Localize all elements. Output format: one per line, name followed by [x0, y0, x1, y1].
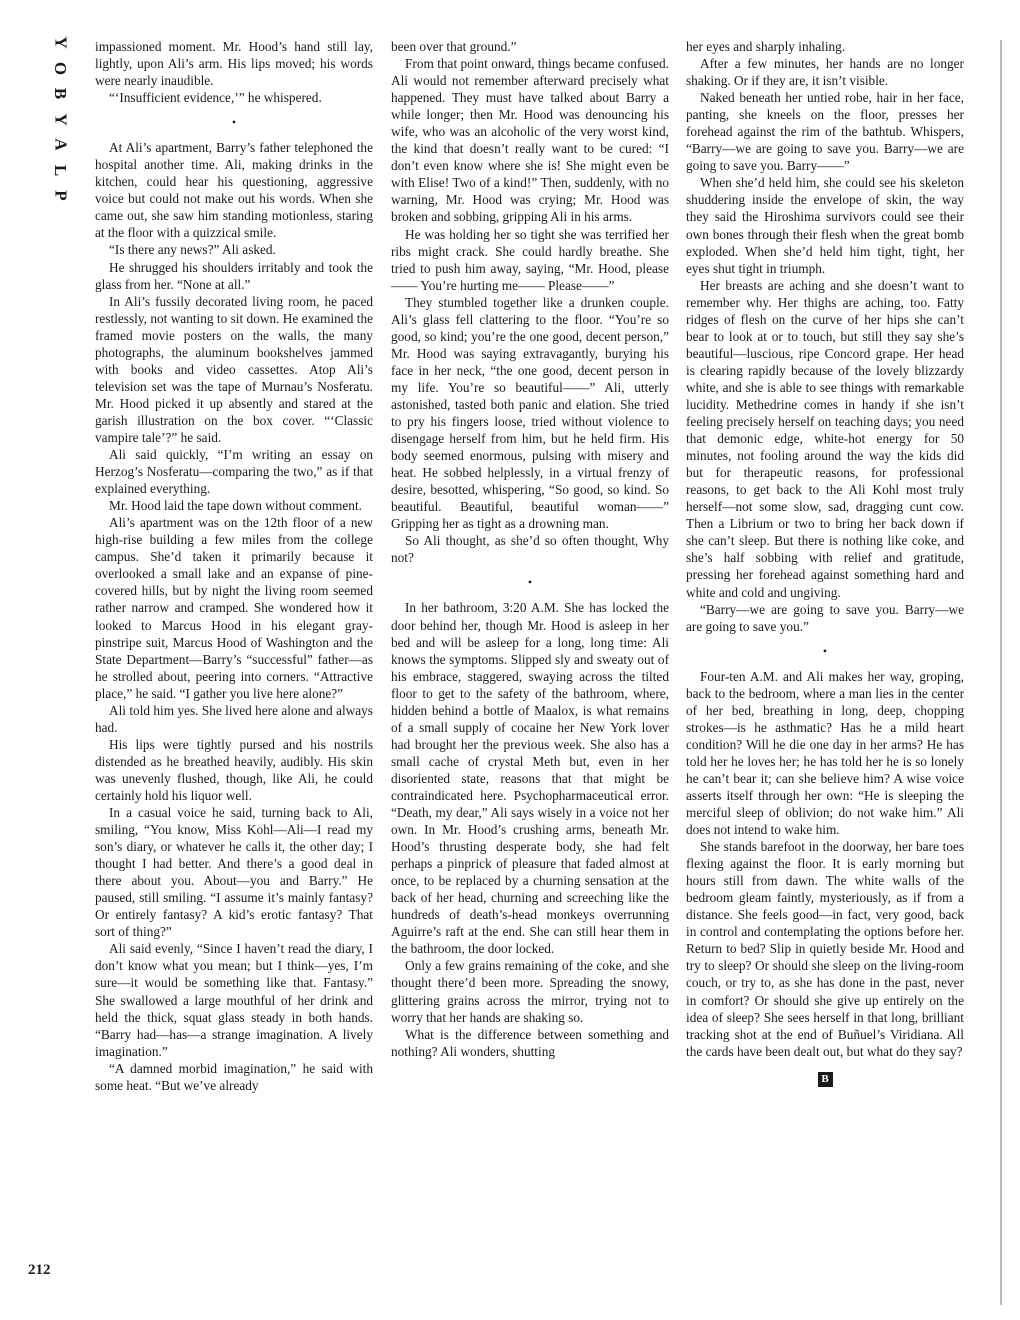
paragraph: At Ali’s apartment, Barry’s father telephoned the hospital another time. Ali, making drinks in the kitchen, could hear his questioning, aggressive voice but could not make out his words. When she came out, she saw him standing motionless, staring at the floor with a quizzical smile. — [95, 140, 373, 241]
paragraph: They stumbled together like a drunken couple. Ali’s glass fell clattering to the floor. “You’re so good, so kind; you’re the one good, decent person,” Mr. Hood was saying extravagantly, burying his face in her neck, “the one good, decent person in my life. You’re so beautiful——” Ali, utterly astonished, tasted both panic and elation. She tried to pry his fingers loose, tried without violence to disengage herself from him, but he held firm. His body seemed enormous, pulsing with misery and heat. He sobbed helplessly, in a virtual frenzy of desire, besotted, whispering, “So good, so kind. So beautiful. Beautiful, beautiful woman——” Gripping her as tight as a drowning man. — [391, 294, 669, 532]
paragraph: impassioned moment. Mr. Hood’s hand still lay, lightly, upon Ali’s arm. His lips moved; his words were nearly inaudible. — [95, 39, 373, 89]
text-column-3 — [686, 38, 964, 1095]
paragraph: Ali told him yes. She lived here alone and always had. — [95, 702, 373, 735]
paragraph: He shrugged his shoulders irritably and took the glass from her. “None at all.” — [95, 259, 373, 292]
page-number: 212 — [28, 1262, 51, 1278]
paragraph: her eyes and sharply inhaling. — [686, 39, 846, 54]
paragraph: When she’d held him, she could see his skeleton shuddering inside the envelope of skin, the way they said the Hiroshima survivors could see their own bones through their flesh when the great bomb exploded. When she’d held him tight, tight, her eyes shut tight in triumph. — [686, 175, 964, 276]
paragraph: In her bathroom, 3:20 A.M. She has locked the door behind her, though Mr. Hood is asleep in her bed and will be asleep for a long, long time: Ali knows the symptoms. Slipped sly and sweaty out of his embrace, staggered, swaying across the tilted floor to get to the safety of the bathroom, where, hidden behind a bottle of Maalox, is what remains of a small supply of cocaine her New York lover had brought her the previous week. She also has a small cache of crystal Meth but, even in her disoriented state, reasons that that might be contraindicated here. Psychopharmaceutical error. “Death, my dear,” Ali says wisely in a voice not her own. In Mr. Hood’s crushing arms, beneath Mr. Hood’s thrusting desperate body, she had felt perhaps a pinprick of pleasure that faded almost at once, to be replaced by a churning sensation at the back of her head, churning and screeching like the hundreds of death’s-head monkeys overrunning Aguirre’s raft at the end. She can still hear them in the bathroom, the door locked. — [391, 600, 669, 957]
section-separator: • — [822, 643, 828, 658]
paragraph: Naked beneath her untied robe, hair in her face, panting, she kneels on the floor, presses her forehead against the rim of the bathtub. Whispers, “Barry—we are going to save you. Barry—we are going to save you. Barry——” — [686, 90, 964, 174]
paragraph: In Ali’s fussily decorated living room, he paced restlessly, not wanting to sit down. He examined the framed movie posters on the walls, the many photographs, the aluminum bookshelves jammed with books and video cassettes. Atop Ali’s television set was the tape of Murnau’s Nosferatu. Mr. Hood picked it up absently and stared at the garish illustration on the box cover. “‘Classic vampire tale’?” he said. — [95, 293, 373, 445]
paragraph: What is the difference between something and nothing? Ali wonders, shutting — [391, 1026, 669, 1059]
paragraph: Ali said evenly, “Since I haven’t read the diary, I don’t know what you mean; but I think—yes, I’m sure—it would be something like that. Fantasy.” She swallowed a large mouthful of her drink and held the thick, squat glass steady in both hands. “Barry had—has—a strange imagination. A lively imagination.” — [95, 941, 373, 1059]
end-mark-row — [686, 1068, 964, 1087]
text-column-1 — [95, 38, 373, 1094]
masthead-letter: L — [51, 164, 71, 176]
paragraph: Only a few grains remaining of the coke, and she thought there’d been more. Spreading the snowy, glittering grains across the mirror, trying not to worry that her hands are shaking so. — [391, 958, 669, 1025]
page-edge-rule — [1000, 40, 1002, 1305]
paragraph: been over that ground.” — [391, 39, 517, 54]
section-separator: • — [231, 115, 237, 130]
paragraph: Ali’s apartment was on the 12th floor of a new high-rise building a few miles from the college campus. She’d taken it primarily because it overlooked a small lake and an expanse of pine-covered hills, but by night the living room seemed rather narrow and cramped. She wondered how it looked to Marcus Hood in his elegant gray-pinstripe suit, Marcus Hood of Washington and the State Department—Barry’s “successful” father—as he strolled about, peering into corners. “Attractive place,” he said. “I gather you live here alone?” — [95, 515, 373, 701]
paragraph: In a casual voice he said, turning back to Ali, smiling, “You know, Miss Kohl—Ali—I read my son’s diary, or whatever he calls it, the other day; I thought I had better. And there’s a good deal in there about you. About—you and Barry.” He paused, still smiling. “I assume it’s mainly fantasy? Or entirely fantasy? A kid’s erotic fantasy? That sort of thing?” — [95, 805, 373, 940]
paragraph: Mr. Hood laid the tape down without comment. — [109, 498, 362, 514]
paragraph: “A damned morbid imagination,” he said with some heat. “But we’ve already — [95, 1060, 373, 1093]
paragraph: Four-ten A.M. and Ali makes her way, groping, back to the bedroom, where a man lies in the center of her bed, breathing in long, deep, chopping strokes—is he asthmatic? Has he a mild heart condition? Will he die one day in her arms? He has told her he loves her; he has told her he is so lonely he can’t bear it; can she believe him? A wise voice asserts itself through her own: “He is sleeping the merciful sleep of oblivion; do not wake him.” Ali does not intend to wake him. — [686, 668, 964, 838]
paragraph: From that point onward, things became confused. Ali would not remember afterward precisely what happened. They must have talked about Barry a while longer; then Mr. Hood was denouncing his wife, who was an alcoholic of the very worst kind, the kind that doesn’t really want to be cured: “I don’t even know where she is! She might even be with Elise! Two of a kind!” Then, suddenly, with no warning, Mr. Hood was crying; Mr. Hood was broken and sobbing, gripping Ali in his arms. — [391, 56, 669, 225]
paragraph: Her breasts are aching and she doesn’t want to remember why. Her thighs are aching, too. Fatty ridges of flesh on the curve of her hips she can’t bear to look at or to touch, but still they say she’s beautiful—luscious, ripe Concord grape. Her head is clearing rapidly because of the lovely blizzardy white, and she is able to see things with remarkable lucidity. Methedrine comes in handy if she isn’t feeling precisely herself on teaching days; you need that demonic edge, white-hot energy for 50 minutes, not fooling around the way the kids did but for therapeutic reasons, for professional reasons, to get back to the Ali Kohl most truly herself—not some slow, sad, dragging cunt cow. Then a Librium or two to bring her back down if she can’t sleep. But there is nothing like coke, and she’s half sobbing with relief and gratitude, pressing her forehead against something hard and white and cold and ungiving. — [686, 277, 964, 600]
paragraph: So Ali thought, as she’d so often thought, Why not? — [391, 533, 669, 566]
masthead-letter: P — [51, 190, 71, 201]
playboy-end-mark-icon: B — [818, 1072, 833, 1087]
masthead-letter: A — [51, 138, 71, 151]
masthead-letter: O — [51, 61, 71, 75]
section-separator: • — [527, 575, 533, 590]
paragraph: His lips were tightly pursed and his nostrils distended as he breathed heavily, audibly. His skin was unevenly flushed, though, like Ali, he could certainly hold his liquor well. — [95, 736, 373, 803]
paragraph: “Is there any news?” Ali asked. — [109, 242, 276, 258]
masthead-letter: Y — [51, 112, 71, 126]
paragraph: “‘Insufficient evidence,’” he whispered. — [109, 90, 322, 106]
text-column-2 — [391, 38, 669, 1060]
paragraph: Ali said quickly, “I’m writing an essay on Herzog’s Nosferatu—comparing the two,” as if that explained everything. — [95, 447, 373, 497]
paragraph: “Barry—we are going to save you. Barry—we are going to save you.” — [686, 601, 964, 634]
paragraph: She stands barefoot in the doorway, her bare toes flexing against the floor. It is early morning but hours still from dawn. The white walls of the bedroom gleam faintly, mysteriously, as if from a distance. She feels good—in fact, very good, back in control and contemplating the options before her. Return to bed? Slip in quietly beside Mr. Hood and try to sleep? Or should she sleep on the living-room couch, or try to, as she has done in the past, never in comfort? Or should she give up entirely on the idea of sleep? She sees herself in that long, brilliant tracking shot at the end of Buñuel’s Viridiana. All the cards have been dealt out, but what do they say? — [686, 839, 964, 1059]
magazine-masthead — [50, 34, 72, 204]
masthead-letter: Y — [51, 36, 71, 49]
masthead-letter: B — [51, 87, 71, 100]
paragraph: He was holding her so tight she was terrified her ribs might crack. She could hardly breathe. She tried to push him away, saying, “Mr. Hood, please—— You’re hurting me—— Please——” — [391, 226, 669, 293]
paragraph: After a few minutes, her hands are no longer shaking. Or if they are, it isn’t visible. — [686, 56, 964, 89]
